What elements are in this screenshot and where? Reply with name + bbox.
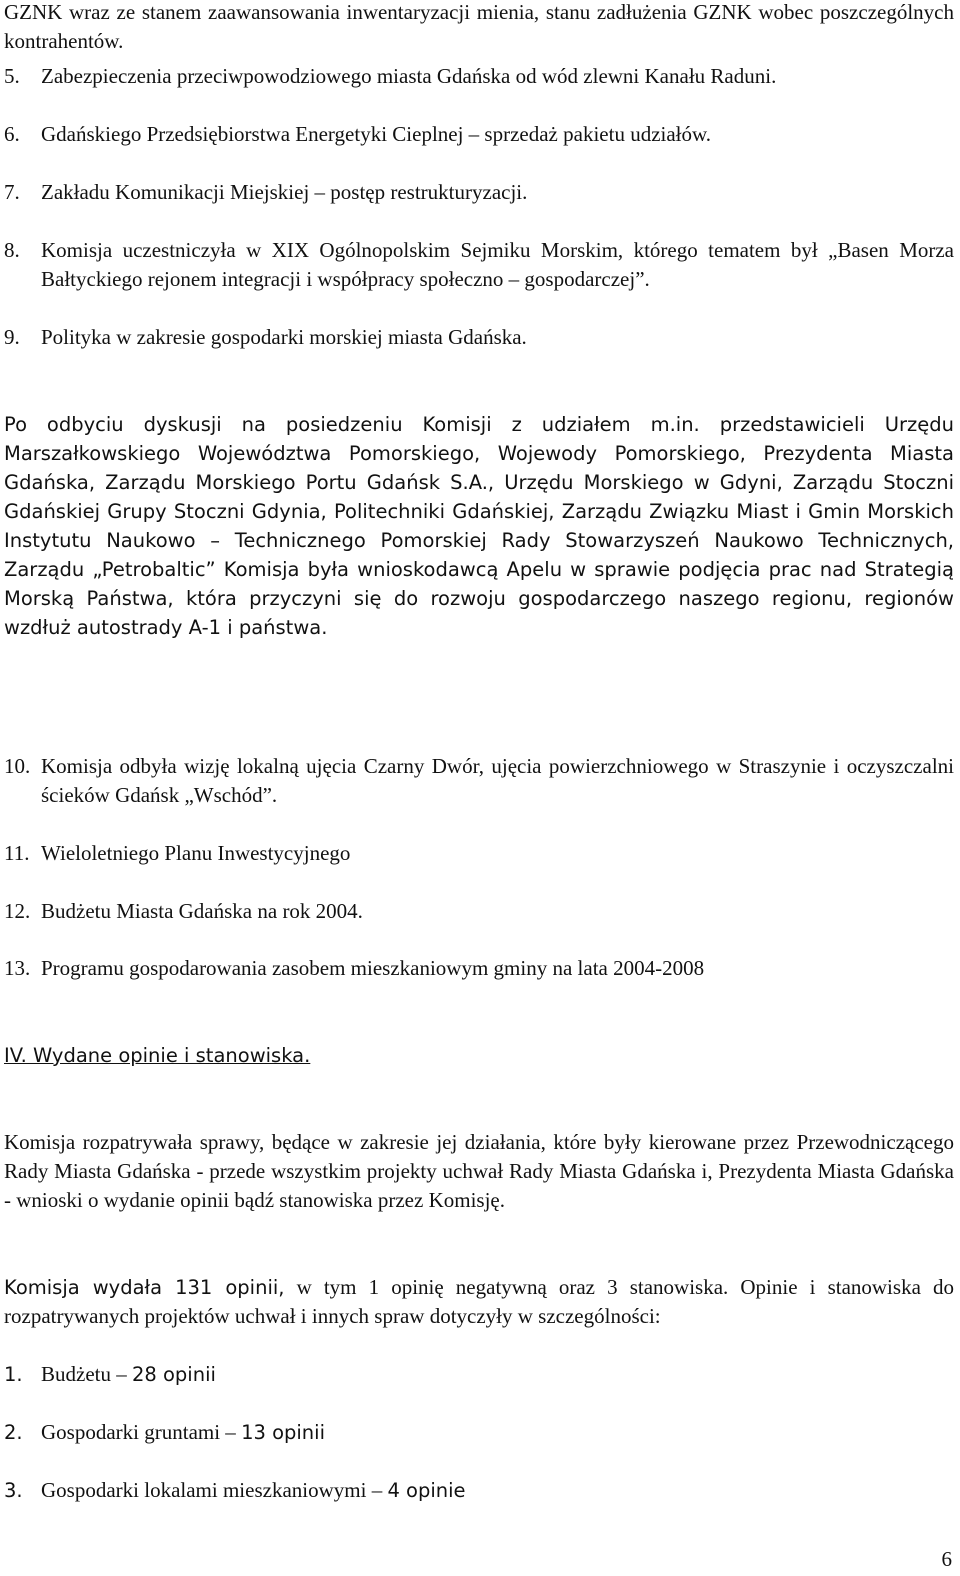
list-number: 8. xyxy=(4,238,20,262)
list-text: Komisja uczestniczyła w XIX Ogólnopolskim Sejmiku Morskim, którego tematem był „Basen Morza Bałtyckiego rejonem integracji i współpracy społeczno – gospodarczej”. xyxy=(41,238,954,291)
list-text: Gospodarki lokalami mieszkaniowymi – xyxy=(41,1478,388,1502)
list-item xyxy=(4,236,954,294)
opinion-count: 28 opinii xyxy=(131,1363,216,1386)
list-item xyxy=(4,897,954,926)
list-number: 11. xyxy=(4,841,30,865)
list-text: Polityka w zakresie gospodarki morskiej miasta Gdańska. xyxy=(41,325,527,349)
list-number: 10. xyxy=(4,754,31,778)
summary-text: w tym 1 opinię negatywną oraz 3 stanowiska. Opinie i stanowiska do rozpatrywanych projektów uchwał i innych spraw dotyczyły w szczególności: xyxy=(4,1275,954,1328)
list-number: 5. xyxy=(4,64,20,88)
opinion-count: 13 opinii xyxy=(241,1421,325,1444)
list-number: 12. xyxy=(4,899,31,923)
list-item xyxy=(4,1476,954,1505)
list-text: Zabezpieczenia przeciwpowodziowego miasta Gdańska od wód zlewni Kanału Raduni. xyxy=(41,64,777,88)
list-text: Gospodarki gruntami – xyxy=(41,1420,242,1444)
list-text: Gdańskiego Przedsiębiorstwa Energetyki Cieplnej – sprzedaż pakietu udziałów. xyxy=(41,122,712,146)
discussion-paragraph: Po odbyciu dyskusji na posiedzeniu Komisji z udziałem m.in. przedstawicieli Urzędu Marszałkowskiego Województwa Pomorskiego, Wojewody Pomorskiego, Prezydenta Miasta Gdańska, Zarządu Morskiego Portu Gdańsk S.A., Urzędu Morskiego w Gdyni, Zarządu Stoczni Gdańskiej Grupy Stoczni Gdynia, Politechniki Gdańskiej, Zarządu Związku Miast i Gmin Morskich Instytutu Naukowo – Technicznego Pomorskiej Rady Stowarzyszeń Naukowo Technicznych, Zarządu „Petrobaltic” Komisja była wnioskodawcą Apelu w sprawie podjęcia prac nad Strategią Morską Państwa, która przyczyni się do rozwoju gospodarczego naszego regionu, regionów wzdłuż autostrady A-1 i państwa. xyxy=(4,413,954,639)
list-text: Programu gospodarowania zasobem mieszkaniowym gminy na lata 2004-2008 xyxy=(41,956,705,980)
list-number: 9. xyxy=(4,325,20,349)
list-item xyxy=(4,323,954,352)
list-item xyxy=(4,178,954,207)
list-number: 2. xyxy=(4,1421,23,1444)
list-item xyxy=(4,1360,954,1389)
list-item xyxy=(4,62,954,91)
list-text: Zakładu Komunikacji Miejskiej – postęp restrukturyzacji. xyxy=(41,180,528,204)
list-number: 6. xyxy=(4,122,20,146)
opinion-count: 4 opinie xyxy=(387,1479,466,1502)
opinions-paragraph: Komisja rozpatrywała sprawy, będące w zakresie jej działania, które były kierowane przez Przewodniczącego Rady Miasta Gdańska - przede wszystkim projekty uchwał Rady Miasta Gdańska i, Prezydenta Miasta Gdańska - wnioski o wydanie opinii bądź stanowiska przez Komisję. xyxy=(4,1130,954,1212)
list-text: Budżetu Miasta Gdańska na rok 2004. xyxy=(41,899,363,923)
list-item xyxy=(4,954,954,983)
section-heading: IV. Wydane opinie i stanowiska. xyxy=(4,1044,311,1067)
list-text: Komisja odbyła wizję lokalną ujęcia Czarny Dwór, ujęcia powierzchniowego w Straszynie i oczyszczalni ścieków Gdańsk „Wschód”. xyxy=(41,754,954,807)
list-number: 3. xyxy=(4,1479,23,1502)
list-item xyxy=(4,752,954,810)
list-number: 7. xyxy=(4,180,20,204)
list-item xyxy=(4,1418,954,1447)
list-text: Wieloletniego Planu Inwestycyjnego xyxy=(41,841,351,865)
list-item xyxy=(4,120,954,149)
list-text: Budżetu – xyxy=(41,1362,132,1386)
list-number: 1. xyxy=(4,1363,23,1386)
list-number: 13. xyxy=(4,956,31,980)
summary-paragraph xyxy=(4,1273,954,1331)
list-item xyxy=(4,839,954,868)
page-number: 6 xyxy=(941,1547,952,1571)
summary-bold-text: Komisja wydała 131 opinii, xyxy=(4,1276,285,1299)
intro-paragraph: GZNK wraz ze stanem zaawansowania inwentaryzacji mienia, stanu zadłużenia GZNK wobec poszczególnych kontrahentów. xyxy=(4,0,954,53)
